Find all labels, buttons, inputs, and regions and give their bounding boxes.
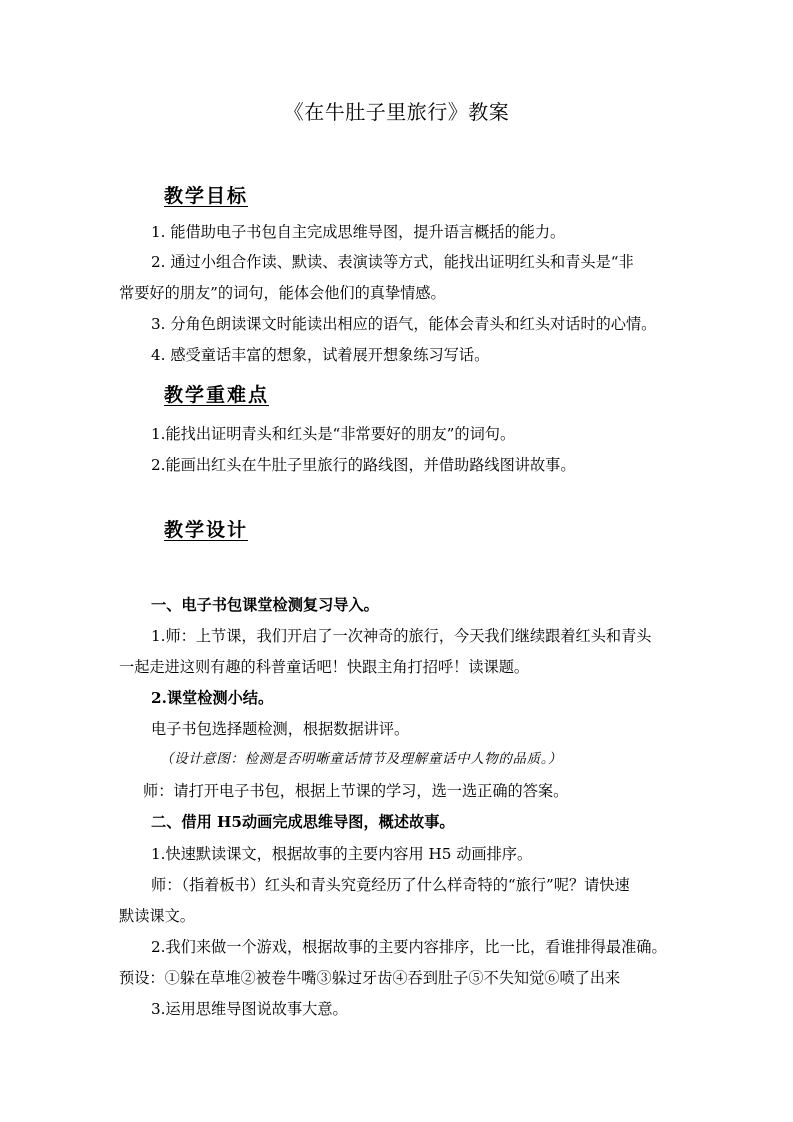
design-part2-step2-line1: 2.我们来做一个游戏，根据故事的主要内容排序，比一比，看谁排得最准确。	[151, 938, 667, 956]
objectives-heading: 教学目标	[164, 185, 249, 207]
design-part1-teacher-line: 师：请打开电子书包，根据上节课的学习，选一选正确的答案。	[143, 782, 569, 800]
design-part2-step1: 1.快速默读课文，根据故事的主要内容用 H5 动画排序。	[151, 845, 533, 863]
design-part2-step2-line2: 预设：①躲在草堆②被卷牛嘴③躲过牙齿④吞到肚子⑤不失知觉⑥喷了出来	[119, 969, 621, 987]
key-points-heading: 教学重难点	[164, 384, 270, 406]
key-point-item-2: 2.能画出红头在牛肚子里旅行的路线图，并借助路线图讲故事。	[151, 456, 576, 474]
design-part2-teacher-line1: 师：（指着板书）红头和青头究竟经历了什么样奇特的“旅行”呢？请快速	[151, 876, 630, 894]
document-title: 《在牛肚子里旅行》教案	[283, 100, 510, 124]
design-part1-title: 一、电子书包课堂检测复习导入。	[151, 596, 379, 614]
objective-item-1: 1. 能借助电子书包自主完成思维导图，提升语言概括的能力。	[151, 223, 566, 241]
design-heading: 教学设计	[164, 519, 249, 541]
design-part2-title: 二、借用 H5动画完成思维导图，概述故事。	[151, 813, 455, 831]
design-part1-design-note: （设计意图：检测是否明晰童话情节及理解童话中人物的品质。）	[160, 751, 563, 767]
design-part1-step1-line1: 1.师：上节课，我们开启了一次神奇的旅行，今天我们继续跟着红头和青头	[151, 627, 652, 645]
design-part1-step1-line2: 一起走进这则有趣的科普童话吧！快跟主角打招呼！读课题。	[119, 658, 530, 676]
objective-item-3: 3. 分角色朗读课文时能读出相应的语气，能体会青头和红头对话时的心情。	[151, 315, 657, 333]
design-part2-teacher-line2: 默读课文。	[119, 907, 195, 925]
objective-item-4: 4. 感受童话丰富的想象，试着展开想象练习写话。	[151, 346, 490, 364]
design-part2-step3: 3.运用思维导图说故事大意。	[151, 1000, 348, 1018]
key-point-item-1: 1.能找出证明青头和红头是“非常要好的朋友”的词句。	[151, 425, 516, 443]
objective-item-2: 2. 通过小组合作读、默读、表演读等方式，能找出证明红头和青头是“非	[151, 253, 634, 271]
objective-item-2-continued: 常要好的朋友”的词句，能体会他们的真挚情感。	[119, 284, 446, 302]
design-part1-step2-title: 2.课堂检测小结。	[151, 689, 274, 707]
design-part1-step2-text: 电子书包选择题检测，根据数据讲评。	[151, 720, 410, 738]
